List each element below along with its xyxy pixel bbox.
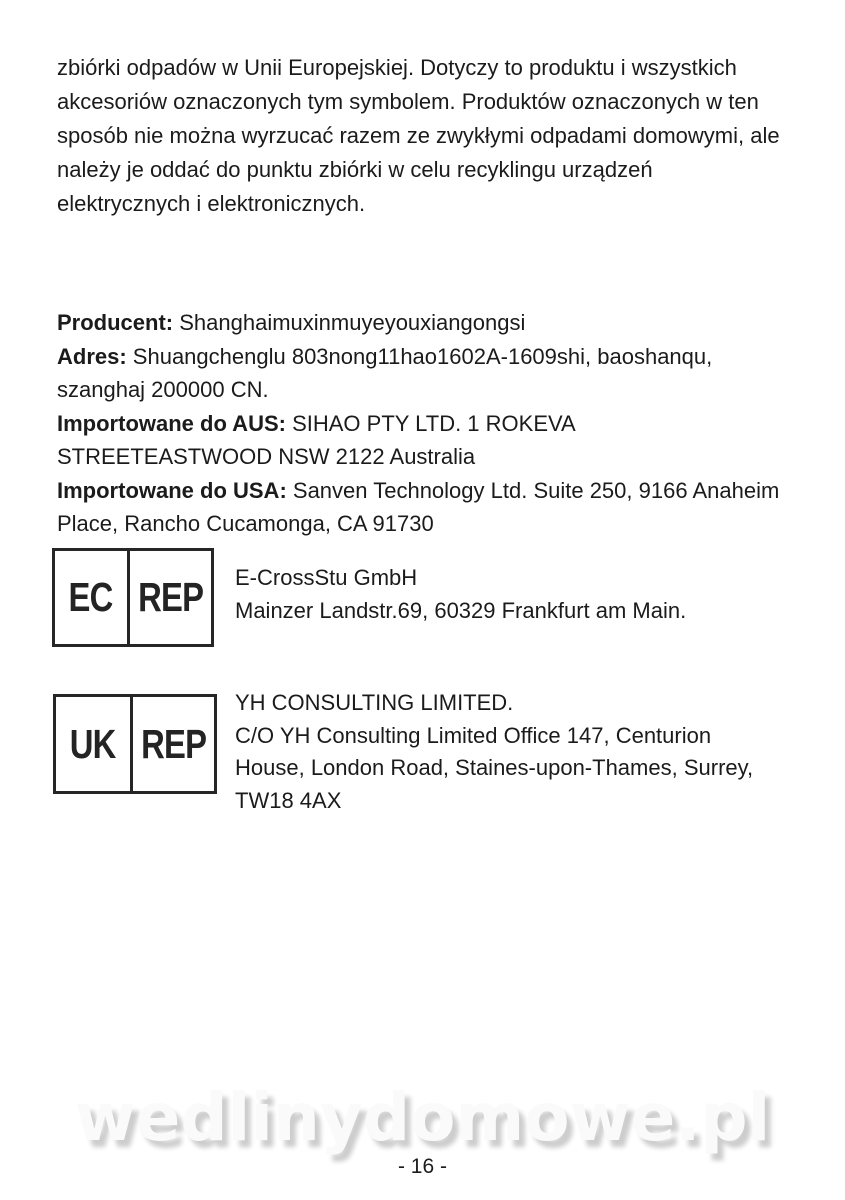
uk-rep-name: YH CONSULTING LIMITED. [235,690,514,715]
importer-aus-line [57,440,779,474]
uk-label: UK [69,720,116,767]
watermark-text: wedlinydomowe.pl [74,1079,771,1156]
rep-label: REP [137,574,203,620]
ec-cell [55,551,130,644]
uk-rep-street: House, London Road, Staines-upon-Thames, Surrey, [235,755,754,780]
manufacturer-info [57,306,779,541]
address-line [57,340,779,374]
importer-usa-line [57,507,779,541]
field-value: Shuangchenglu 803nong11hao1602A-1609shi, baoshanqu, [126,343,713,369]
rep-cell [133,697,214,791]
field-label: Producent: [57,310,174,335]
manufacturer-line [57,306,779,340]
paragraph-line: elektrycznych i elektronicznych. [57,191,366,216]
field-value: SIHAO PTY LTD. 1 ROKEVA [285,410,576,436]
field-value: szanghaj 200000 CN. [57,377,269,402]
importer-usa-line [57,474,779,508]
field-value: STREETEASTWOOD NSW 2122 Australia [57,444,476,469]
uk-rep-street: C/O YH Consulting Limited Office 147, Centurion [235,722,712,748]
importer-aus-line [57,407,779,441]
paragraph-line: sposób nie można wyrzucać razem ze zwykłymi odpadami domowymi, ale [57,123,780,148]
uk-rep-symbol [53,694,217,794]
page-number: - 16 - [397,1155,447,1178]
ec-label: EC [68,574,113,620]
paragraph-line: zbiórki odpadów w Unii Europejskiej. Dotyczy to produktu i wszystkich [57,55,737,80]
field-value: Shanghaimuxinmuyeyouxiangongsi [173,310,526,335]
field-label: Importowane do AUS: [57,410,286,436]
uk-cell [56,697,133,791]
ec-rep-street: Mainzer Landstr.69, 60329 Frankfurt am Main. [235,598,687,623]
ec-rep-symbol [52,548,214,647]
field-label: Adres: [57,343,127,369]
ec-rep-address [235,561,686,627]
address-line [57,373,779,407]
field-value: Sanven Technology Ltd. Suite 250, 9166 Anaheim [286,477,780,503]
field-label: Importowane do USA: [57,477,287,503]
field-value: Place, Rancho Cucamonga, CA 91730 [57,511,434,536]
paragraph-line: akcesoriów oznaczonych tym symbolem. Produktów oznaczonych w ten [57,89,759,114]
uk-rep-postcode: TW18 4AX [235,787,342,813]
uk-rep-address [235,687,753,817]
rep-cell [130,551,211,644]
disposal-paragraph [57,51,780,221]
rep-label: REP [140,720,206,767]
ec-rep-name: E-CrossStu GmbH [235,565,418,590]
paragraph-line: należy je oddać do punktu zbiórki w celu recyklingu urządzeń [57,157,653,182]
